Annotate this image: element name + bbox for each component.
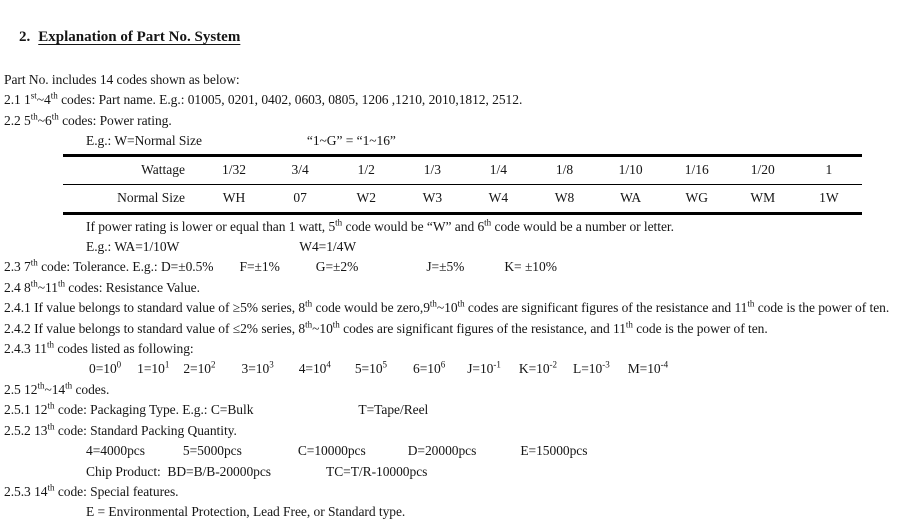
line-2-4-1: [4, 298, 896, 318]
paragraphs-after-table: [4, 217, 896, 523]
line-2-2-power-rating: [4, 111, 896, 131]
spacer: [214, 270, 240, 271]
text-segment: code would be “W” and 6: [342, 218, 485, 234]
text-segment: Chip Product: BD=B/B-20000pcs: [86, 463, 271, 479]
text-segment: If power rating is lower or equal than 1 watt, 5: [86, 218, 336, 234]
line-exponents: [4, 359, 896, 379]
text-segment: G=±2%: [315, 259, 359, 275]
spacer: [274, 372, 299, 373]
text-segment: codes.: [72, 381, 110, 397]
spacer: [169, 372, 183, 373]
superscript: th: [484, 217, 492, 228]
value-cell: 1/16: [684, 162, 709, 178]
superscript: th: [747, 298, 755, 309]
spacer: [358, 270, 426, 271]
text-segment: ~10: [312, 320, 333, 336]
spacer: [179, 250, 299, 251]
text-segment: E.g.: WA=1/10W: [86, 239, 180, 255]
text-segment: 5=10: [354, 361, 383, 377]
spacer: [121, 372, 137, 373]
text-segment: 2.5.1 12: [4, 402, 48, 418]
value-cell: W8: [554, 190, 575, 206]
normal-size-row: [63, 184, 862, 213]
text-segment: ~6: [37, 112, 52, 128]
spacer: [280, 270, 316, 271]
text-segment: code is the power of ten.: [632, 320, 768, 336]
text-segment: codes are significant figures of the resistance and 11: [464, 300, 748, 316]
text-segment: code: Tolerance. E.g.: D=±0.5%: [37, 259, 214, 275]
text-segment: codes listed as following:: [54, 341, 194, 357]
value-cell: 1/32: [222, 162, 247, 178]
text-segment: 5=5000pcs: [182, 443, 242, 459]
spacer: [145, 454, 183, 455]
value-cell: W2: [356, 190, 376, 206]
superscript: th: [429, 298, 437, 309]
line-2-5-2-packing-qty: [4, 421, 896, 441]
spacer: [242, 454, 298, 455]
value-cell: 1: [825, 162, 833, 178]
superscript: th: [50, 90, 58, 101]
superscript: 1: [164, 359, 170, 370]
power-rating-table-body: [63, 155, 862, 213]
text-segment: K=10: [518, 361, 550, 377]
text-segment: 2.5.2 13: [4, 422, 48, 438]
row-label-cell: Normal Size: [117, 190, 185, 206]
superscript: 2: [211, 359, 216, 370]
text-segment: 0=10: [89, 361, 117, 377]
superscript: th: [30, 111, 38, 122]
value-cell: 1/4: [489, 162, 508, 178]
superscript: th: [37, 380, 45, 391]
superscript: th: [305, 298, 313, 309]
text-segment: code: Standard Packing Quantity.: [54, 422, 237, 438]
superscript: 3: [269, 359, 274, 370]
text-segment: code: Special features.: [54, 483, 179, 499]
spacer: [366, 454, 408, 455]
value-cell: WH: [222, 190, 246, 206]
value-cell: 07: [293, 190, 307, 206]
paragraphs-before-table: [4, 70, 896, 152]
line-2-4-resistance: [4, 278, 896, 298]
text-segment: ~11: [37, 279, 58, 295]
superscript: th: [457, 298, 465, 309]
text-segment: T=Tape/Reel: [358, 402, 429, 418]
row-label-cell: Wattage: [141, 162, 185, 178]
text-segment: 2=10: [183, 361, 212, 377]
spacer: [202, 144, 307, 145]
text-segment: M=10: [627, 361, 661, 377]
text-segment: codes: Power rating.: [58, 112, 172, 128]
spacer: [445, 372, 467, 373]
value-cell: 1/10: [618, 162, 643, 178]
text-segment: code would be zero,9: [312, 300, 430, 316]
line-power-note: [4, 217, 896, 237]
superscript: th: [47, 421, 55, 432]
value-cell: W3: [422, 190, 443, 206]
text-segment: codes are significant figures of the resistance, and 11: [339, 320, 626, 336]
line-eg-power: [4, 131, 896, 151]
text-segment: 2.3 7: [4, 259, 31, 275]
line-2-3-tolerance: [4, 257, 896, 277]
text-segment: Part No. includes 14 codes shown as below:: [4, 72, 240, 87]
line-2-4-3: [4, 339, 896, 359]
line-2-5-1-packaging: [4, 400, 896, 420]
wattage-row: [63, 155, 862, 184]
text-segment: code: Packaging Type. E.g.: C=Bulk: [54, 402, 254, 418]
power-rating-table: [63, 154, 862, 215]
text-segment: 4=4000pcs: [86, 443, 145, 459]
superscript: th: [335, 217, 343, 228]
text-segment: ~4: [36, 92, 51, 108]
value-cell: WG: [685, 190, 708, 206]
text-segment: C=10000pcs: [297, 443, 366, 459]
text-segment: code would be a number or letter.: [491, 218, 674, 234]
text-segment: 1=10: [137, 361, 165, 377]
superscript: -2: [549, 359, 558, 370]
text-segment: 2.2 5: [4, 112, 31, 128]
text-segment: J=10: [467, 361, 494, 377]
value-cell: WM: [750, 190, 776, 206]
spacer: [610, 372, 628, 373]
section-title: [4, 4, 896, 70]
section-number: 2.: [19, 29, 31, 45]
text-segment: 2.4.3 11: [4, 341, 47, 357]
text-segment: L=10: [573, 361, 603, 377]
text-segment: 2.4.2 If value belongs to standard value of ≤2% series, 8: [4, 320, 306, 336]
text-segment: 2.5 12: [4, 381, 38, 397]
line-environmental: [4, 502, 896, 522]
superscript: th: [47, 400, 55, 411]
text-segment: ~14: [44, 381, 66, 397]
text-segment: codes: Resistance Value.: [64, 279, 200, 295]
spacer: [253, 413, 358, 414]
spacer: [464, 270, 504, 271]
text-segment: J=±5%: [426, 259, 465, 275]
text-segment: D=20000pcs: [407, 443, 477, 459]
text-segment: 2.4.1 If value belongs to standard value of ≥5% series, 8: [4, 300, 306, 316]
spacer: [387, 372, 413, 373]
text-segment: TC=T/R-10000pcs: [326, 463, 428, 479]
spacer: [271, 475, 326, 476]
line-quantities: [4, 441, 896, 461]
intro-line: [4, 70, 896, 90]
text-segment: E = Environmental Protection, Lead Free, or Standard type.: [86, 504, 406, 520]
superscript: 0: [116, 359, 122, 370]
superscript: 4: [326, 359, 331, 370]
superscript: -4: [660, 359, 669, 370]
line-2-5-3-special: [4, 482, 896, 502]
text-segment: 4=10: [298, 361, 327, 377]
superscript: 6: [440, 359, 446, 370]
text-segment: E=15000pcs: [520, 443, 588, 459]
text-segment: 2.4 8: [4, 279, 31, 295]
text-segment: ~10: [436, 300, 458, 316]
line-eg-wa: [4, 237, 896, 257]
spacer: [216, 372, 242, 373]
superscript: th: [30, 257, 38, 268]
superscript: th: [47, 482, 55, 493]
text-segment: F=±1%: [239, 259, 280, 275]
spacer: [557, 372, 573, 373]
superscript: th: [46, 339, 54, 350]
spacer: [476, 454, 520, 455]
section-title-text: Explanation of Part No. System: [38, 29, 241, 45]
superscript: th: [57, 278, 65, 289]
value-cell: 1/20: [750, 162, 775, 178]
superscript: st: [30, 90, 37, 101]
spacer: [331, 372, 355, 373]
text-segment: 2.1 1: [4, 92, 31, 108]
superscript: th: [51, 111, 59, 122]
value-cell: 1/2: [357, 162, 375, 178]
superscript: th: [332, 319, 340, 330]
text-segment: “1~G” = “1~16”: [306, 133, 396, 149]
text-segment: K= ±10%: [504, 259, 557, 275]
superscript: -1: [493, 359, 501, 370]
line-2-4-2: [4, 319, 896, 339]
value-cell: 3/4: [291, 162, 309, 178]
value-cell: 1/3: [423, 162, 441, 178]
spacer: [501, 372, 519, 373]
text-segment: code is the power of ten.: [754, 300, 890, 316]
text-segment: 2.5.3 14: [4, 483, 48, 499]
line-2-5: [4, 380, 896, 400]
superscript: th: [65, 380, 73, 391]
superscript: -3: [602, 359, 610, 370]
line-2-1-part-name: [4, 90, 896, 110]
text-segment: codes: Part name. E.g.: 01005, 0201, 0402, 0603, 0805, 1206 ,1210, 2010,1812, 2512.: [57, 92, 523, 108]
value-cell: 1W: [819, 190, 839, 206]
value-cell: W4: [488, 190, 509, 206]
text-segment: W4=1/4W: [299, 239, 357, 255]
superscript: th: [305, 319, 313, 330]
superscript: th: [30, 278, 38, 289]
line-chip-product: [4, 462, 896, 482]
value-cell: 1/8: [555, 162, 574, 178]
text-segment: 3=10: [241, 361, 270, 377]
value-cell: WA: [620, 190, 642, 206]
superscript: 5: [382, 359, 388, 370]
text-segment: E.g.: W=Normal Size: [86, 133, 202, 149]
superscript: th: [625, 319, 633, 330]
text-segment: 6=10: [413, 361, 441, 377]
